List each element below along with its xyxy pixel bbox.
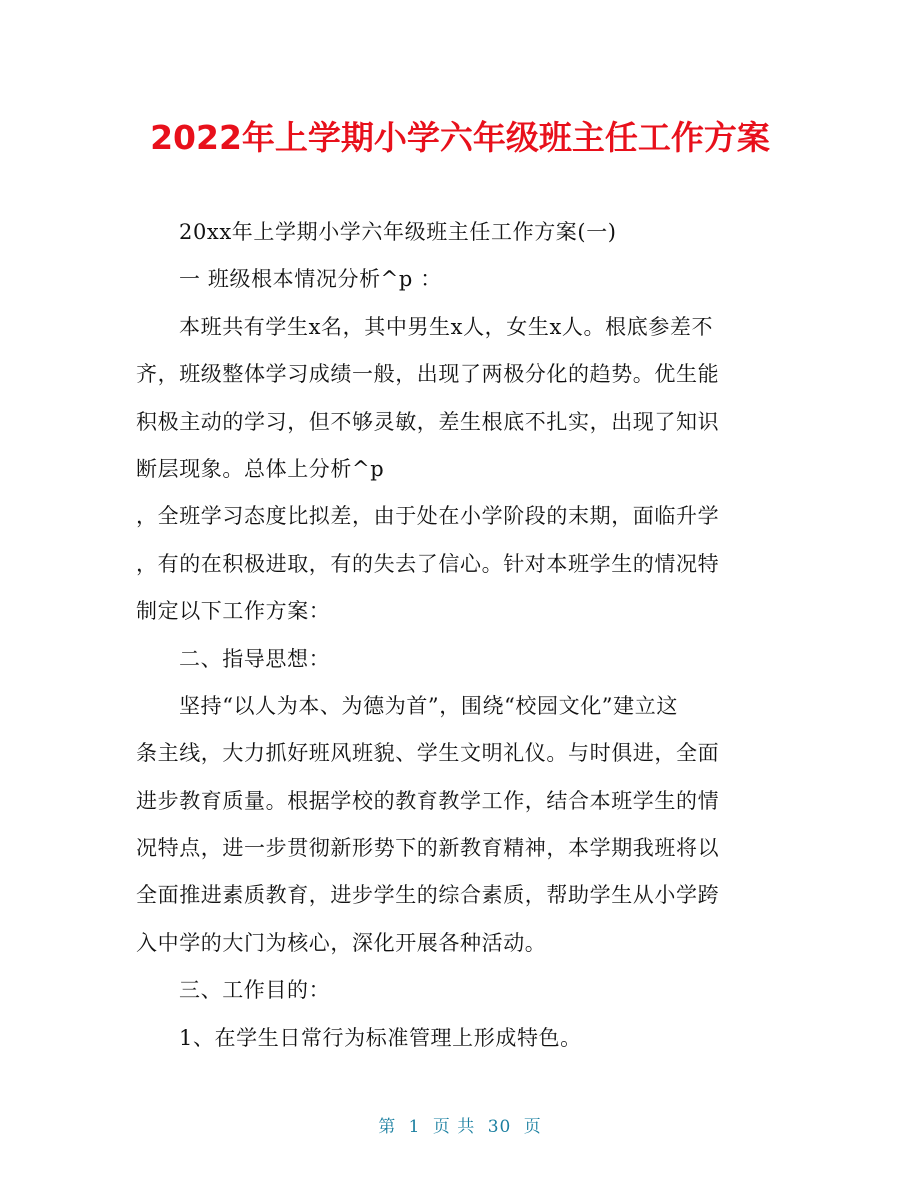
text-line: 二、指导思想：: [179, 646, 331, 671]
total-page-count: 30: [487, 1117, 512, 1137]
text-line: 制定以下工作方案：: [136, 599, 331, 624]
page-footer: [0, 1112, 920, 1137]
text-line: 坚持“以人为本、为德为首”，围绕“校园文化”建立这: [179, 693, 678, 718]
text-line: 进步教育质量。根据学校的教育教学工作，结合本班学生的情: [136, 788, 720, 813]
document-title: 2022年上学期小学六年级班主任工作方案: [150, 118, 770, 157]
text-line: 一 班级根本情况分析^p ：: [179, 267, 442, 292]
text-line: 20xx年上学期小学六年级班主任工作方案(一): [179, 220, 617, 244]
text-line: 齐，班级整体学习成绩一般，出现了两极分化的趋势。优生能: [136, 362, 720, 387]
text-line: 全面推进素质教育，进步学生的综合素质，帮助学生从小学跨: [136, 883, 720, 908]
text-line: 积极主动的学习，但不够灵敏，差生根底不扎实，出现了知识: [136, 409, 720, 434]
text-line: 断层现象。总体上分析^p: [136, 456, 385, 481]
page-label-prefix: 第: [378, 1117, 397, 1137]
text-line: 况特点，进一步贯彻新形势下的新教育精神，本学期我班将以: [136, 836, 720, 861]
text-line: 三、工作目的：: [179, 978, 331, 1003]
current-page-number: 1: [408, 1117, 421, 1137]
page-label-suffix: 页: [523, 1117, 542, 1137]
text-line: ，有的在积极进取，有的失去了信心。针对本班学生的情况特: [136, 551, 720, 576]
document-body: [136, 209, 786, 1062]
text-line: 入中学的大门为核心，深化开展各种活动。: [136, 930, 547, 955]
page-label-mid: 页 共: [432, 1117, 476, 1137]
text-line: 1、在学生日常行为标准管理上形成特色。: [179, 1025, 582, 1050]
text-line: 条主线，大力抓好班风班貌、学生文明礼仪。与时俱进，全面: [136, 741, 720, 766]
text-line: ，全班学习态度比拟差，由于处在小学阶段的末期，面临升学: [136, 504, 720, 529]
text-line: 本班共有学生x名，其中男生x人，女生x人。根底参差不: [179, 314, 714, 339]
